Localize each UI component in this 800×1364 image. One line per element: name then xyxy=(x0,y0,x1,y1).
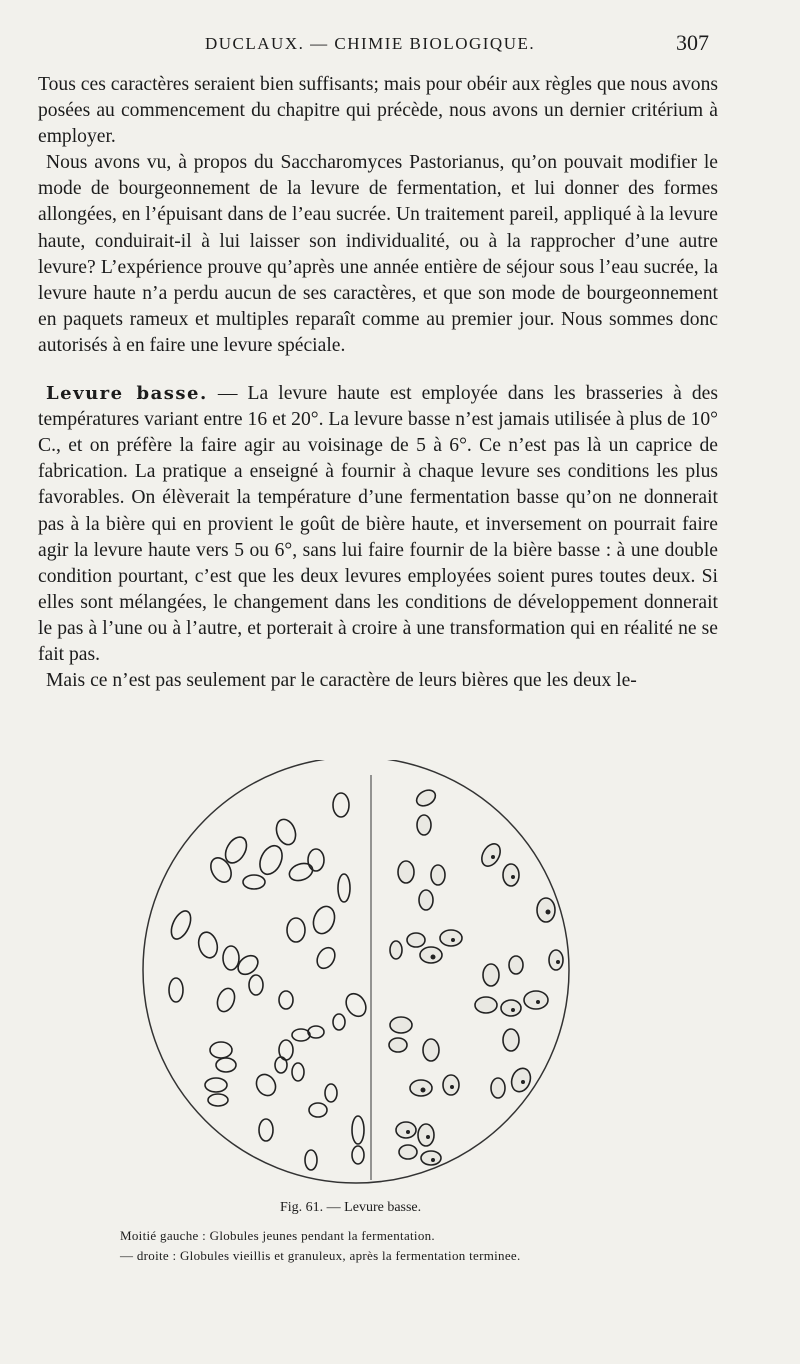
page-header xyxy=(0,30,800,60)
paragraph-3 xyxy=(38,381,718,668)
section-heading: Levure basse. xyxy=(46,383,208,405)
page-number: 307 xyxy=(676,30,709,55)
paragraph-3-text: — La levure haute est employée dans les brasseries à des températures variant entre 16 et 20°. La levure basse n’est jamais utilisée à plus de 10° C., et on préfère la faire agir au voisinage de 5 à 6°. Ce n’est pas là un caprice de fabrication. La pratique a enseigné à fournir à chaque levure ses conditions les plus favorables. On élèverait la température d’une fermentation basse qu’on ne donnerait pas à la bière qui en provient le goût de bière haute, et inversement on pourrait faire agir la levure haute vers 5 ou 6°, sans lui faire fournir de la bière basse : à une double condition pourtant, c’est que les deux levures employées soient pures toutes deux. Si elles sont mélangées, le changement dans les conditions de développement donnerait le pas à l’une ou à l’autre, et porterait à croire à une transformation qui en réalité ne se fait pas. xyxy=(38,383,718,665)
paragraph-1: Tous ces caractères seraient bien suffisants; mais pour obéir aux règles que nous avons posées au commencement du chapitre qui précède, nous avons un dernier critérium à employer. xyxy=(38,74,718,148)
running-head: DUCLAUX. — CHIMIE BIOLOGIQUE. xyxy=(205,34,536,53)
microscope-field-circle xyxy=(143,760,569,1183)
paragraph-4: Mais ce n’est pas seulement par le caractère de leurs bières que les deux le- xyxy=(46,670,637,692)
legend-right-half: — droite : Globules vieillis et granuleux, après la fermentation terminee. xyxy=(120,1248,521,1263)
yeast-cells-right xyxy=(389,787,563,1165)
figure-title: Fig. 61. — Levure basse. xyxy=(280,1200,422,1215)
body-text xyxy=(38,72,718,694)
yeast-figure-illustration xyxy=(126,760,586,1200)
legend-left-half: Moitié gauche : Globules jeunes pendant la fermentation. xyxy=(120,1228,435,1243)
paragraph-2: Nous avons vu, à propos du Saccharomyces Pastorianus, qu’on pouvait modifier le mode de bourgeonnement de la levure de fermentation, et lui donner des formes allongées, en l’épuisant dans de l’eau sucrée. Un traitement pareil, appliqué à la levure haute, conduirait-il à lui laisser son individualité, ou à la rapprocher d’une autre levure? L’expérience prouve qu’après une année entière de séjour sous l’eau sucrée, la levure haute n’a perdu aucun de ses caractères, et que son mode de bourgeonnement en paquets rameux et multiples reparaît comme au premier jour. Nous sommes donc autorisés à en faire une levure spéciale. xyxy=(38,152,718,356)
